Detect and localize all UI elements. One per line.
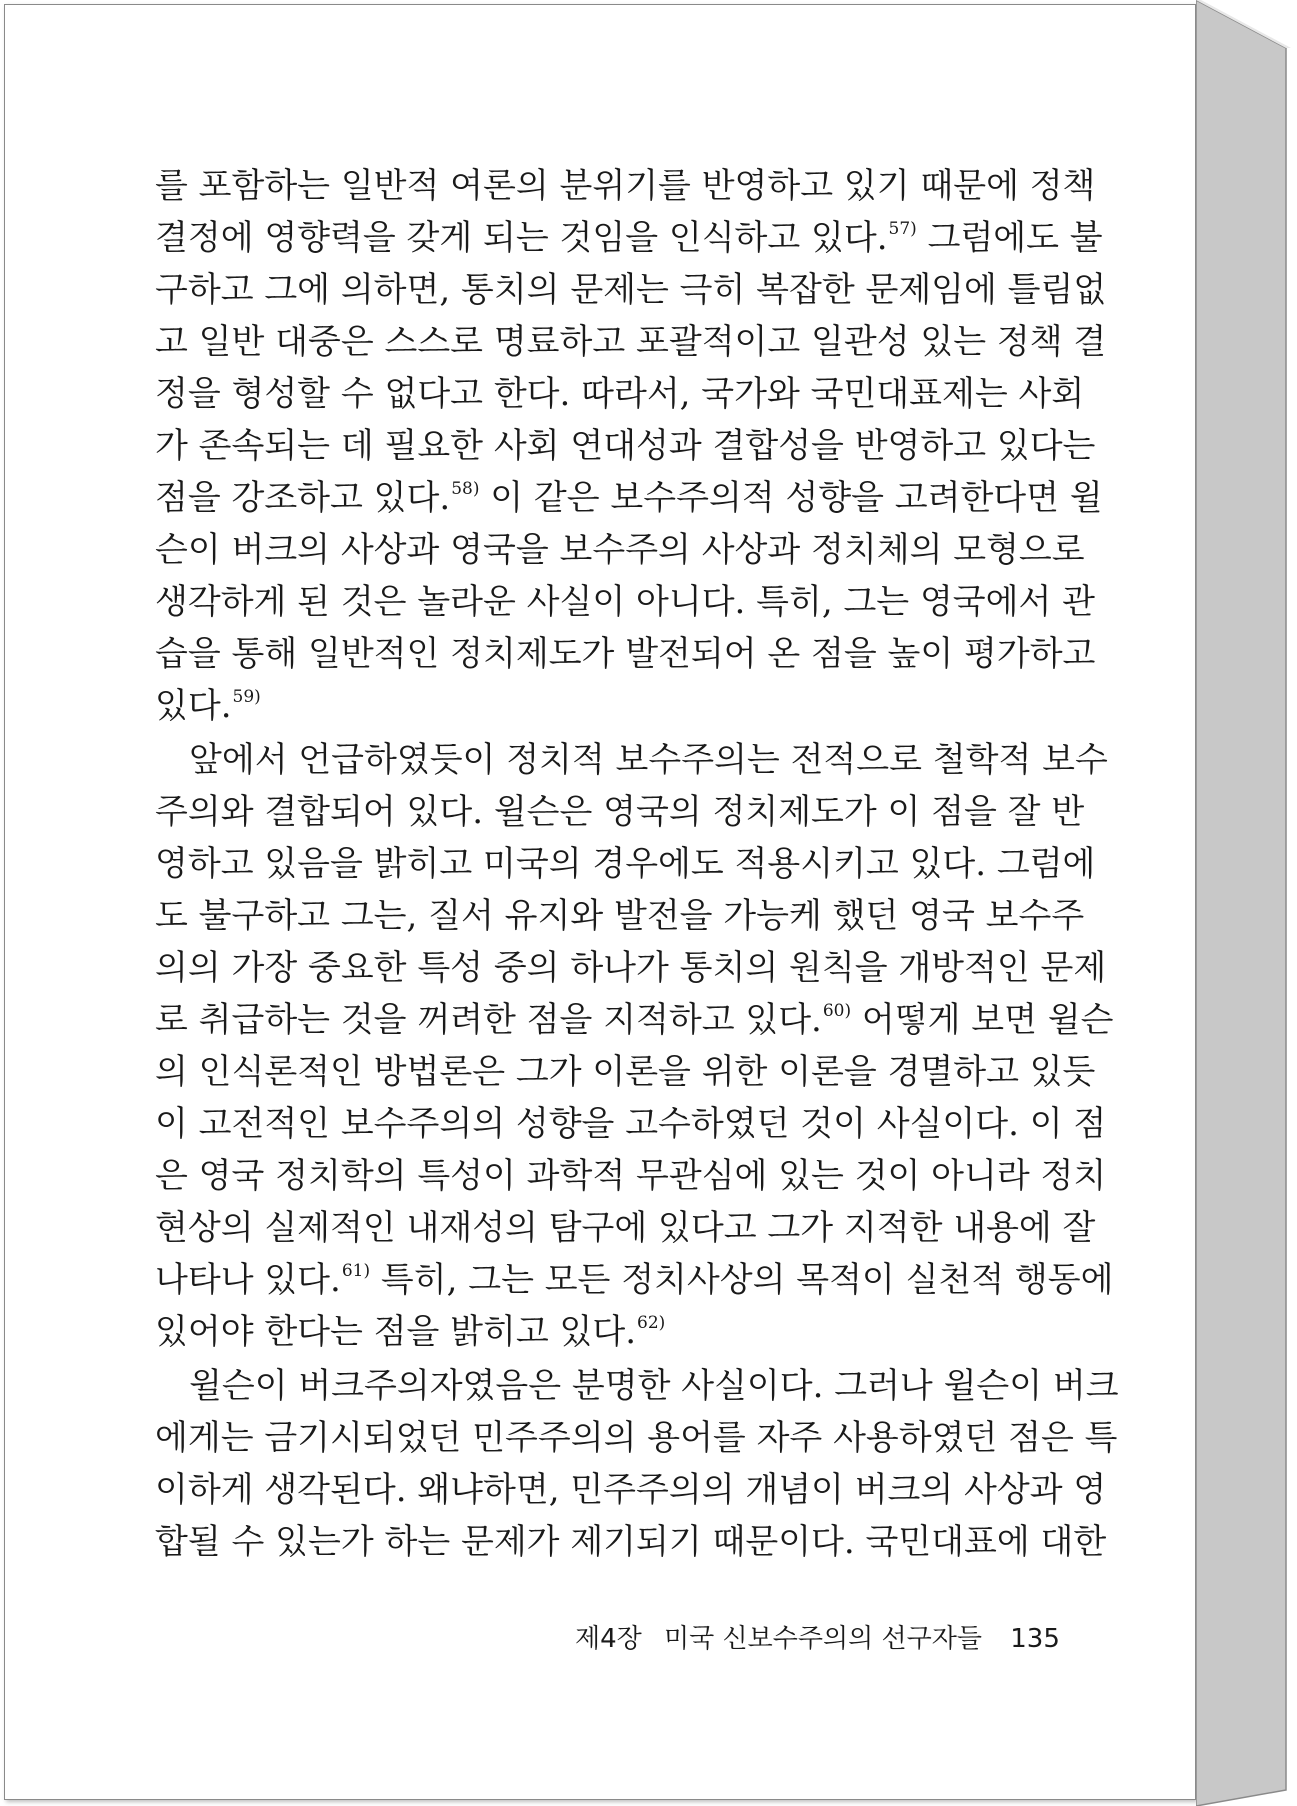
text-line <box>155 734 1108 786</box>
text-line <box>155 942 1107 994</box>
text-run: 주의와 결합되어 있다. 윌슨은 영국의 정치제도가 이 점을 잘 반 <box>155 792 1085 832</box>
running-footer <box>575 1618 1060 1655</box>
text-line <box>155 838 1096 890</box>
footnote-marker[interactable]: 59) <box>232 687 261 707</box>
text-run: 윌슨이 버크주의자였음은 분명한 사실이다. 그러나 윌슨이 버크 <box>189 1366 1119 1406</box>
text-run: 로 취급하는 것을 꺼려한 점을 지적하고 있다. <box>155 1000 822 1040</box>
text-line <box>155 212 1103 264</box>
text-line <box>155 264 1107 316</box>
text-run: 있다. <box>155 686 232 726</box>
text-run: 구하고 그에 의하면, 통치의 문제는 극히 복잡한 문제임에 틀림없 <box>155 270 1107 310</box>
text-line <box>155 420 1096 472</box>
footnote-marker[interactable]: 61) <box>341 1261 371 1281</box>
text-line <box>155 628 1096 680</box>
text-line <box>155 368 1085 420</box>
text-run: 의의 가장 중요한 특성 중의 하나가 통치의 원칙을 개방적인 문제 <box>155 948 1107 988</box>
text-run: 슨이 버크의 사상과 영국을 보수주의 사상과 정치체의 모형으로 <box>155 530 1085 570</box>
text-line <box>155 472 1103 524</box>
paragraph <box>155 734 1114 1358</box>
text-run: 이 같은 보수주의적 성향을 고려한다면 윌 <box>479 478 1103 518</box>
text-line <box>155 1360 1119 1412</box>
body-text <box>155 160 1119 1570</box>
text-run: 습을 통해 일반적인 정치제도가 발전되어 온 점을 높이 평가하고 <box>155 634 1096 674</box>
text-run: 있어야 한다는 점을 밝히고 있다. <box>155 1312 637 1352</box>
text-line <box>155 1254 1114 1306</box>
text-run: 은 영국 정치학의 특성이 과학적 무관심에 있는 것이 아니라 정치 <box>155 1156 1107 1196</box>
text-run: 앞에서 언급하였듯이 정치적 보수주의는 전적으로 철학적 보수 <box>189 740 1108 780</box>
text-line <box>155 1150 1107 1202</box>
footer-chapter-title: 미국 신보수주의의 선구자들 <box>664 1624 982 1654</box>
book-spine <box>1196 0 1293 1806</box>
text-line <box>155 890 1085 942</box>
text-run: 를 포함하는 일반적 여론의 분위기를 반영하고 있기 때문에 정책 <box>155 166 1096 206</box>
footnote-marker[interactable]: 62) <box>637 1313 666 1333</box>
text-run: 고 일반 대중은 스스로 명료하고 포괄적이고 일관성 있는 정책 결 <box>155 322 1107 362</box>
text-line <box>155 786 1085 838</box>
text-line <box>155 1306 1055 1358</box>
text-run: 현상의 실제적인 내재성의 탐구에 있다고 그가 지적한 내용에 잘 <box>155 1208 1096 1248</box>
page-number: 135 <box>1010 1624 1060 1654</box>
text-run: 그럼에도 불 <box>916 218 1103 258</box>
text-line <box>155 1464 1107 1516</box>
text-run: 이하게 생각된다. 왜냐하면, 민주주의의 개념이 버크의 사상과 영 <box>155 1470 1107 1510</box>
footnote-marker[interactable]: 57) <box>888 219 917 239</box>
footer-chapter: 제4장 <box>575 1624 642 1654</box>
text-line <box>155 1098 1107 1150</box>
text-run: 정을 형성할 수 없다고 한다. 따라서, 국가와 국민대표제는 사회 <box>155 374 1085 414</box>
text-line <box>155 1202 1096 1254</box>
text-line <box>155 994 1114 1046</box>
text-run: 영하고 있음을 밝히고 미국의 경우에도 적용시키고 있다. 그럼에 <box>155 844 1096 884</box>
text-run: 어떻게 보면 윌슨 <box>851 1000 1114 1040</box>
paragraph <box>155 160 1107 732</box>
text-run: 도 불구하고 그는, 질서 유지와 발전을 가능케 했던 영국 보수주 <box>155 896 1085 936</box>
text-run: 점을 강조하고 있다. <box>155 478 451 518</box>
text-line <box>155 160 1096 212</box>
text-run: 생각하게 된 것은 놀라운 사실이 아니다. 특히, 그는 영국에서 관 <box>155 582 1095 622</box>
text-run: 나타나 있다. <box>155 1260 341 1300</box>
text-run: 합될 수 있는가 하는 문제가 제기되기 때문이다. 국민대표에 대한 <box>155 1522 1107 1562</box>
footnote-marker[interactable]: 58) <box>451 479 480 499</box>
text-line <box>155 316 1107 368</box>
text-line <box>155 680 1055 732</box>
text-line <box>155 576 1095 628</box>
text-line <box>155 1046 1096 1098</box>
text-run: 결정에 영향력을 갖게 되는 것임을 인식하고 있다. <box>155 218 888 258</box>
text-line <box>155 1516 1107 1568</box>
text-line <box>155 524 1085 576</box>
text-line <box>155 1412 1118 1464</box>
text-run: 특히, 그는 모든 정치사상의 목적이 실천적 행동에 <box>370 1260 1114 1300</box>
text-run: 이 고전적인 보수주의의 성향을 고수하였던 것이 사실이다. 이 점 <box>155 1104 1107 1144</box>
text-run: 의 인식론적인 방법론은 그가 이론을 위한 이론을 경멸하고 있듯 <box>155 1052 1096 1092</box>
text-run: 가 존속되는 데 필요한 사회 연대성과 결합성을 반영하고 있다는 <box>155 426 1096 466</box>
text-run: 에게는 금기시되었던 민주주의의 용어를 자주 사용하였던 점은 특 <box>155 1418 1118 1458</box>
footnote-marker[interactable]: 60) <box>822 1001 852 1021</box>
paragraph <box>155 1360 1119 1568</box>
